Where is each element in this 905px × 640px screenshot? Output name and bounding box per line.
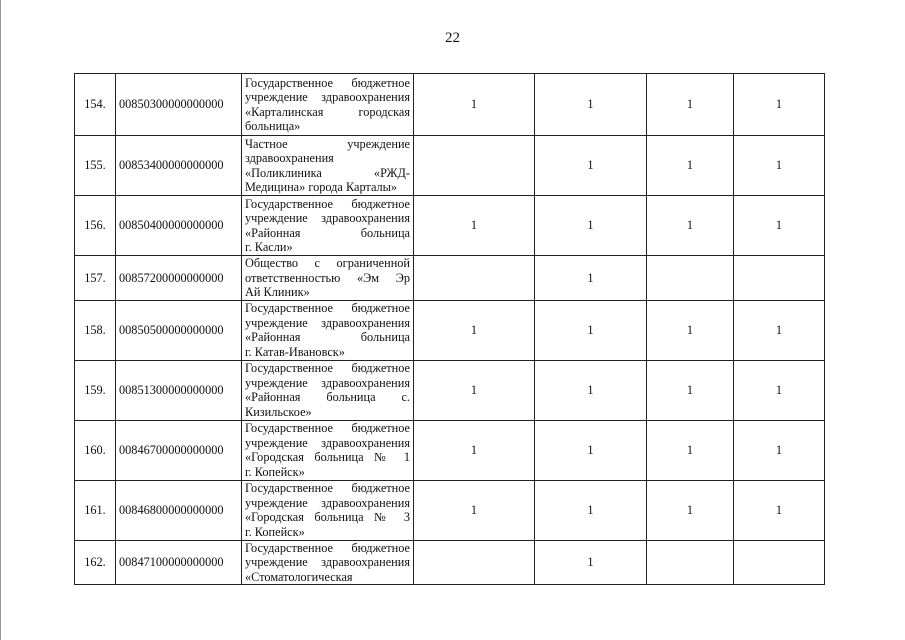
value-cell-2: 1 bbox=[535, 300, 647, 360]
organization-name bbox=[242, 74, 414, 136]
organization-name-line: учреждение здравоохранения bbox=[245, 315, 410, 330]
organization-name-line: г. Копейск» bbox=[245, 524, 305, 539]
value-cell-1: 1 bbox=[414, 480, 535, 540]
value-cell-3 bbox=[647, 540, 734, 585]
row-number: 160. bbox=[75, 420, 116, 480]
organization-name-line: г. Касли» bbox=[245, 240, 293, 254]
value-cell-1 bbox=[414, 256, 535, 301]
organization-name-line: здравоохранения bbox=[245, 151, 334, 165]
row-number: 154. bbox=[75, 74, 116, 136]
table-row bbox=[75, 256, 825, 301]
page-left-edge bbox=[0, 0, 1, 640]
value-cell-4 bbox=[734, 256, 825, 301]
value-cell-2: 1 bbox=[535, 480, 647, 540]
value-cell-3: 1 bbox=[647, 196, 734, 256]
value-cell-3: 1 bbox=[647, 136, 734, 196]
organization-name-line: «Городская больница № 1 bbox=[245, 450, 410, 464]
registry-code: 00850500000000000 bbox=[116, 300, 242, 360]
registry-body bbox=[75, 74, 825, 585]
organization-name bbox=[242, 480, 414, 540]
table-row bbox=[75, 540, 825, 585]
organization-name-line: «Городская больница № 3 bbox=[245, 510, 410, 524]
organization-name-line: Кизильское» bbox=[245, 404, 312, 419]
value-cell-3: 1 bbox=[647, 74, 734, 136]
value-cell-2: 1 bbox=[535, 256, 647, 301]
value-cell-4: 1 bbox=[734, 136, 825, 196]
value-cell-2: 1 bbox=[535, 540, 647, 585]
value-cell-4: 1 bbox=[734, 196, 825, 256]
organization-name bbox=[242, 420, 414, 480]
organization-name-line: Государственное бюджетное bbox=[245, 421, 410, 435]
organization-name-line: «Карталинская городская bbox=[245, 104, 410, 119]
organization-name-line: «Поликлиника «РЖД- bbox=[245, 165, 410, 180]
row-number: 157. bbox=[75, 256, 116, 301]
organization-name-line: Ай Клиник» bbox=[245, 285, 310, 299]
organization-name bbox=[242, 540, 414, 585]
table-row bbox=[75, 196, 825, 256]
registry-code: 00857200000000000 bbox=[116, 256, 242, 301]
table-row bbox=[75, 480, 825, 540]
value-cell-4: 1 bbox=[734, 74, 825, 136]
row-number: 162. bbox=[75, 540, 116, 585]
value-cell-2: 1 bbox=[535, 74, 647, 136]
organization-name-line: учреждение здравоохранения bbox=[245, 90, 410, 104]
organization-name-line: Медицина» города Карталы» bbox=[245, 180, 398, 194]
registry-code: 00850300000000000 bbox=[116, 74, 242, 136]
value-cell-1 bbox=[414, 136, 535, 196]
registry-code: 00846700000000000 bbox=[116, 420, 242, 480]
organization-name-line: учреждение здравоохранения bbox=[245, 211, 410, 225]
organization-name-line: «Районная больница с. bbox=[245, 390, 410, 404]
organization-name-line: «Стоматологическая bbox=[245, 569, 353, 584]
value-cell-2: 1 bbox=[535, 136, 647, 196]
registry-code: 00850400000000000 bbox=[116, 196, 242, 256]
organization-name bbox=[242, 196, 414, 256]
organization-name bbox=[242, 256, 414, 301]
row-number: 155. bbox=[75, 136, 116, 196]
organization-name-line: Государственное бюджетное bbox=[245, 361, 410, 375]
registry-code: 00853400000000000 bbox=[116, 136, 242, 196]
value-cell-4: 1 bbox=[734, 360, 825, 420]
value-cell-3: 1 bbox=[647, 360, 734, 420]
registry-code: 00847100000000000 bbox=[116, 540, 242, 585]
organization-name-line: Государственное бюджетное bbox=[245, 75, 410, 90]
organization-name-line: больница» bbox=[245, 119, 301, 133]
registry-code: 00846800000000000 bbox=[116, 480, 242, 540]
value-cell-3: 1 bbox=[647, 420, 734, 480]
row-number: 156. bbox=[75, 196, 116, 256]
organization-name-line: ответственностью «Эм Эр bbox=[245, 270, 410, 285]
table-row bbox=[75, 74, 825, 136]
table-row bbox=[75, 136, 825, 196]
organization-name bbox=[242, 300, 414, 360]
organization-name-line: Государственное бюджетное bbox=[245, 301, 410, 315]
row-number: 159. bbox=[75, 360, 116, 420]
registry-table bbox=[74, 73, 825, 585]
organization-name-line: Частное учреждение bbox=[245, 136, 410, 151]
value-cell-1: 1 bbox=[414, 420, 535, 480]
organization-name-line: г. Катав-Ивановск» bbox=[245, 344, 345, 359]
value-cell-4: 1 bbox=[734, 420, 825, 480]
value-cell-2: 1 bbox=[535, 360, 647, 420]
organization-name-line: Общество с ограниченной bbox=[245, 256, 410, 270]
value-cell-3: 1 bbox=[647, 300, 734, 360]
value-cell-4: 1 bbox=[734, 300, 825, 360]
value-cell-3: 1 bbox=[647, 480, 734, 540]
value-cell-2: 1 bbox=[535, 196, 647, 256]
organization-name-line: «Районная больница bbox=[245, 330, 410, 344]
organization-name-line: учреждение здравоохранения bbox=[245, 375, 410, 390]
page-number: 22 bbox=[445, 30, 460, 46]
value-cell-4: 1 bbox=[734, 480, 825, 540]
registry-code: 00851300000000000 bbox=[116, 360, 242, 420]
organization-name-line: Государственное бюджетное bbox=[245, 540, 410, 555]
organization-name-line: учреждение здравоохранения bbox=[245, 495, 410, 510]
value-cell-1: 1 bbox=[414, 196, 535, 256]
organization-name-line: Государственное бюджетное bbox=[245, 196, 410, 211]
value-cell-1: 1 bbox=[414, 300, 535, 360]
organization-name-line: г. Копейск» bbox=[245, 464, 305, 479]
value-cell-3 bbox=[647, 256, 734, 301]
row-number: 161. bbox=[75, 480, 116, 540]
organization-name-line: учреждение здравоохранения bbox=[245, 435, 410, 450]
organization-name-line: Государственное бюджетное bbox=[245, 481, 410, 495]
row-number: 158. bbox=[75, 300, 116, 360]
table-row bbox=[75, 300, 825, 360]
table-row bbox=[75, 420, 825, 480]
value-cell-2: 1 bbox=[535, 420, 647, 480]
organization-name-line: учреждение здравоохранения bbox=[245, 555, 410, 569]
organization-name bbox=[242, 136, 414, 196]
organization-name-line: «Районная больница bbox=[245, 225, 410, 240]
value-cell-1 bbox=[414, 540, 535, 585]
organization-name bbox=[242, 360, 414, 420]
value-cell-4 bbox=[734, 540, 825, 585]
value-cell-1: 1 bbox=[414, 360, 535, 420]
value-cell-1: 1 bbox=[414, 74, 535, 136]
table-row bbox=[75, 360, 825, 420]
